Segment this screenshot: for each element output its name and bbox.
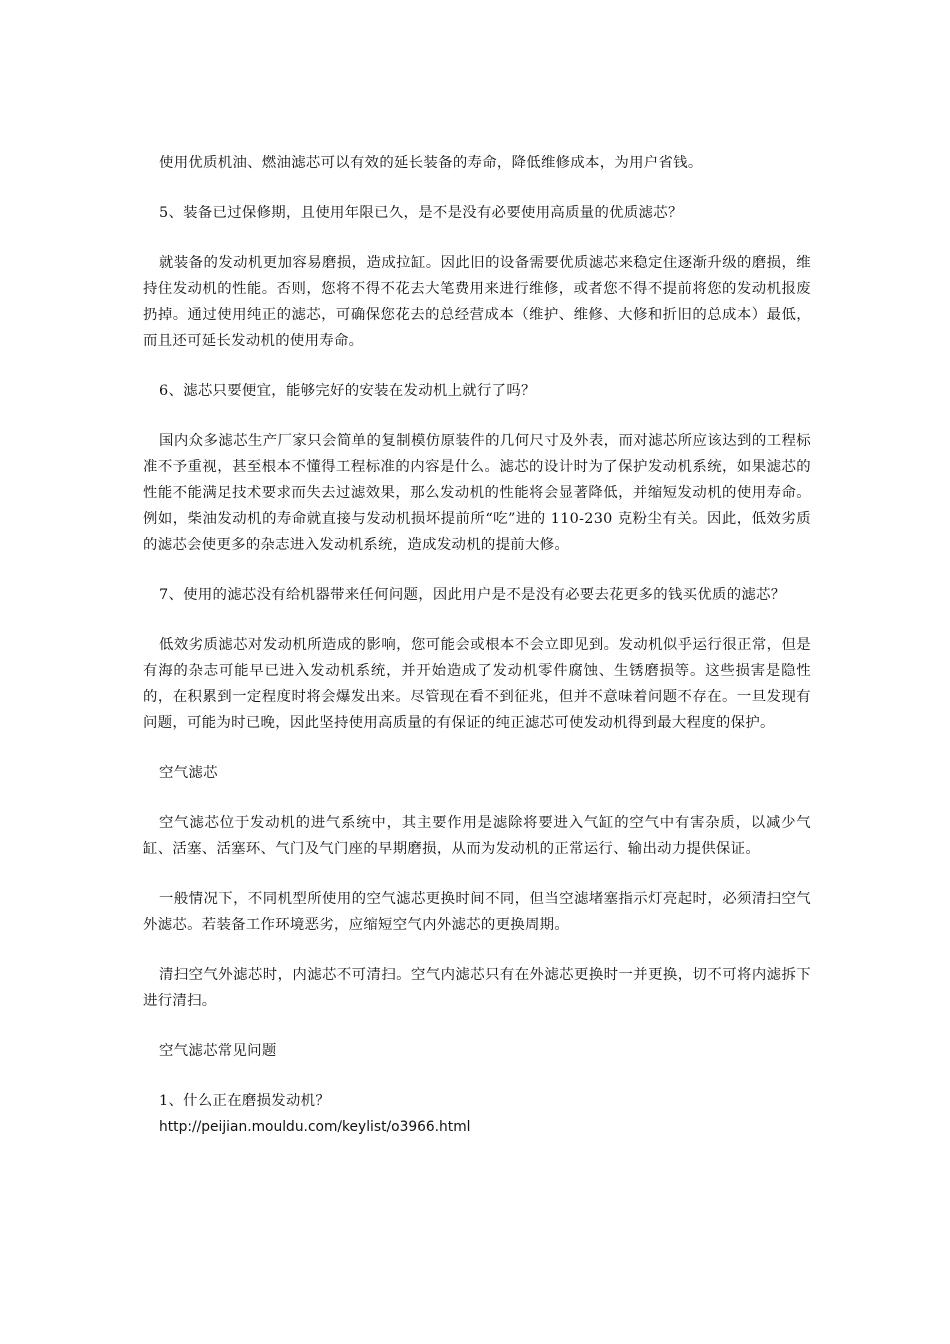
air-filter-cleaning: 清扫空气外滤芯时，内滤芯不可清扫。空气内滤芯只有在外滤芯更换时一并更换，切不可将内滤拆下进行清扫。 [143, 967, 811, 1009]
section-heading-faq: 空气滤芯常见问题 [159, 1043, 277, 1059]
paragraph-intro: 使用优质机油、燃油滤芯可以有效的延长装备的寿命，降低维修成本，为用户省钱。 [159, 155, 703, 171]
faq-question-1: 1、什么正在磨损发动机？ [159, 1093, 331, 1109]
air-filter-description: 空气滤芯位于发动机的进气系统中，其主要作用是滤除将要进入气缸的空气中有害杂质，以减少气缸、活塞、活塞环、气门及气门座的早期磨损，从而为发动机的正常运行、输出动力提供保证。 [143, 815, 811, 857]
question-5: 5、装备已过保修期，且使用年限已久，是不是没有必要使用高质量的优质滤芯？ [159, 205, 683, 221]
question-7: 7、使用的滤芯没有给机器带来任何问题，因此用户是不是没有必要去花更多的钱买优质的滤芯？ [159, 587, 786, 603]
document-body [143, 150, 811, 1140]
air-filter-replacement: 一般情况下，不同机型所使用的空气滤芯更换时间不同，但当空滤堵塞指示灯亮起时，必须清扫空气外滤芯。若装备工作环境恶劣，应缩短空气内外滤芯的更换周期。 [143, 891, 811, 933]
question-6: 6、滤芯只要便宜，能够完好的安装在发动机上就行了吗？ [159, 383, 536, 399]
answer-6: 国内众多滤芯生产厂家只会简单的复制模仿原装件的几何尺寸及外表，而对滤芯所应该达到的工程标准不予重视，甚至根本不懂得工程标准的内容是什么。滤芯的设计时为了保护发动机系统，如果滤芯的性能不能满足技术要求而失去过滤效果，那么发动机的性能将会显著降低，并缩短发动机的使用寿命。例如，柴油发动机的寿命就直接与发动机损坏提前所“吃”进的 110-230 克粉尘有关。因此，低效劣质的滤芯会使更多的杂志进入发动机系统，造成发动机的提前大修。 [143, 433, 811, 553]
answer-5: 就装备的发动机更加容易磨损，造成拉缸。因此旧的设备需要优质滤芯来稳定住逐渐升级的磨损，维持住发动机的性能。否则，您将不得不花去大笔费用来进行维修，或者您不得不提前将您的发动机报废扔掉。通过使用纯正的滤芯，可确保您花去的总经营成本（维护、维修、大修和折旧的总成本）最低，而且还可延长发动机的使用寿命。 [143, 255, 811, 349]
section-heading-air-filter: 空气滤芯 [159, 765, 218, 781]
source-url[interactable]: http://peijian.mouldu.com/keylist/o3966.html [159, 1119, 471, 1135]
answer-7: 低效劣质滤芯对发动机所造成的影响，您可能会或根本不会立即见到。发动机似乎运行很正常，但是有海的杂志可能早已进入发动机系统，并开始造成了发动机零件腐蚀、生锈磨损等。这些损害是隐性的，在积累到一定程度时将会爆发出来。尽管现在看不到征兆，但并不意味着问题不存在。一旦发现有问题，可能为时已晚，因此坚持使用高质量的有保证的纯正滤芯可使发动机得到最大程度的保护。 [143, 637, 811, 731]
